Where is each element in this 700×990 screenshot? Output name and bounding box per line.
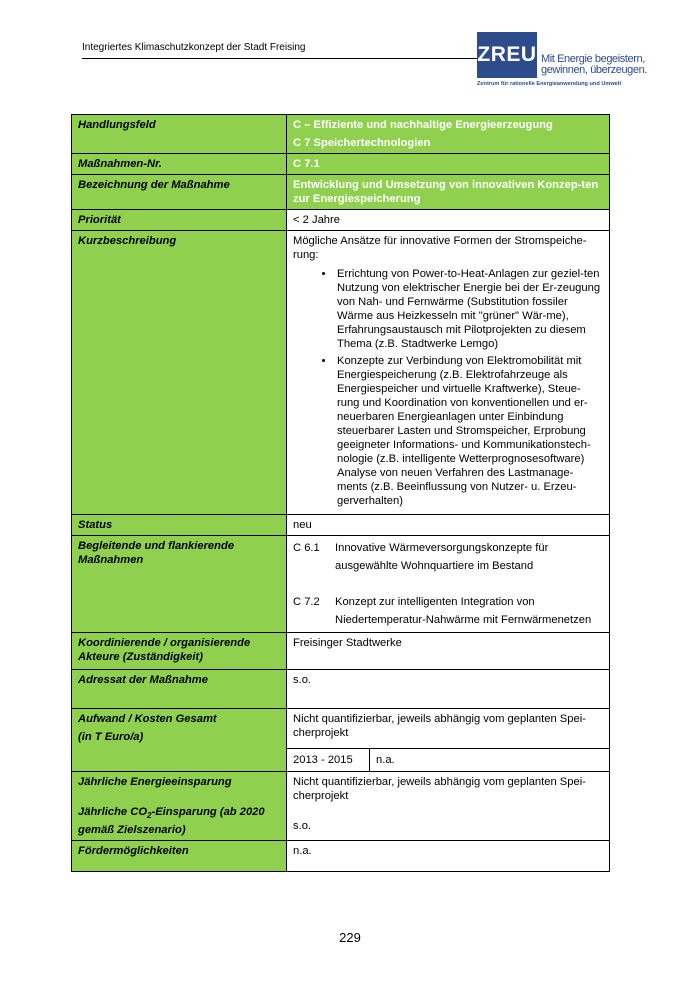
value-status: neu: [287, 515, 610, 536]
value-aufwand: Nicht quantifizierbar, jeweils abhängig vom geplanten Spei-cherprojekt 2013 - 2015 n.a.: [287, 709, 610, 772]
value-prioritaet: < 2 Jahre: [287, 210, 610, 231]
page-number: 229: [339, 930, 361, 945]
value-adressat: s.o.: [287, 670, 610, 709]
measure-table: [71, 114, 610, 872]
row-aufwand: [72, 709, 610, 772]
kurzbeschreibung-list: [293, 267, 603, 508]
label-begleitende-massnahmen: Begleitende und flankierende Maßnahmen: [72, 536, 287, 633]
list-item: • Errichtung von Power-to-Heat-Anlagen zur geziel-ten Nutzung von elektrischer Energie bei der Er-zeugung von Nah- und Fernwärme (Substitution fossiler Wärme aus Heizkesseln mit "grüner" Wär-me), Erfahrungsaustausch mit Pilotprojekten zu diesem Thema (z.B. Stadtwerke Lemgo): [335, 267, 603, 351]
related-measure: C 6.1 Innovative Wärmeversorgungskonzepte für: [293, 542, 549, 554]
row-energieeinsparung: [72, 772, 610, 841]
label-handlungsfeld: Handlungsfeld: [72, 115, 287, 154]
row-kurzbeschreibung: [72, 231, 610, 515]
row-status: [72, 515, 610, 536]
label-energieeinsparung: Jährliche Energieeinsparung Jährliche $CO_2$-Einsparung (ab 2020 gemäß Zielszenario): [72, 772, 287, 841]
value-massnahmen-nr: C 7.1: [287, 154, 610, 175]
row-prioritaet: [72, 210, 610, 231]
header-divider: [82, 58, 477, 59]
value-co2-einsparung: s.o.: [293, 820, 312, 832]
logo-subtitle: Zentrum für rationelle Energieanwendung und Umwelt: [477, 81, 622, 87]
document-header-title: Integriertes Klimaschutzkonzept der Stadt Freising: [82, 42, 306, 53]
label-co2-einsparung: Jährliche $CO_2$-Einsparung (ab 2020 gemäß Zielszenario): [78, 806, 265, 837]
label-aufwand: Aufwand / Kosten Gesamt (in T Euro/a): [72, 709, 287, 772]
logo-slogan: Mit Energie begeistern, gewinnen, überzeugen.: [541, 53, 647, 76]
related-measure: C 7.2 Konzept zur intelligenten Integration von: [293, 596, 535, 608]
cost-period-table: [287, 748, 609, 771]
value-begleitende-massnahmen: C 6.1 Innovative Wärmeversorgungskonzepte für ausgewählte Wohnquartiere im Bestand C 7.2 Konzept zur intelligenten Integration von Niedertemperatur-Nahwärme mit Fernwärmenetzen: [287, 536, 610, 633]
row-handlungsfeld: [72, 115, 610, 154]
row-foerdermoeglichkeiten: [72, 841, 610, 872]
value-bezeichnung: Entwicklung und Umsetzung von innovativen Konzep-ten zur Energiespeicherung: [287, 175, 610, 210]
label-kurzbeschreibung: Kurzbeschreibung: [72, 231, 287, 515]
cost-period: 2013 - 2015: [287, 749, 370, 772]
cost-period-value: n.a.: [370, 749, 610, 772]
label-akteure: Koordinierende / organisierende Akteure (Zuständigkeit): [72, 633, 287, 670]
logo-mark: ZREU: [477, 32, 537, 78]
label-bezeichnung: Bezeichnung der Maßnahme: [72, 175, 287, 210]
value-energieeinsparung: Nicht quantifizierbar, jeweils abhängig vom geplanten Spei-cherprojekt s.o.: [287, 772, 610, 841]
list-item: • Konzepte zur Verbindung von Elektromobilität mit Energiespeicherung (z.B. Elektrofahrzeuge als Energiespeicher und virtuelle Kraftwerke), Steue-rung und Koordination von konventionellen und er-neuerbaren Energieanlagen unter Einbindung steuerbarer Lasten und Stromspeicher, Erprobung geeigneter Informations- und Kommunikationstech-nologie (z.B. intelligente Wetterprognosesoftware) Analyse von neuen Verfahren des Lastmanage-ments (z.B. Beeinflussung von Nutzer- u. Erzeu-gerverhalten): [335, 354, 603, 508]
label-adressat: Adressat der Maßnahme: [72, 670, 287, 709]
row-begleitende-massnahmen: [72, 536, 610, 633]
row-adressat: [72, 670, 610, 709]
row-bezeichnung: [72, 175, 610, 210]
row-akteure: [72, 633, 610, 670]
zreu-logo: [477, 30, 647, 90]
value-kurzbeschreibung: Mögliche Ansätze für innovative Formen der Stromspeiche-rung: • Errichtung von Power-to-Heat-Anlagen zur geziel-ten Nutzung von elektrischer Energie bei der Er-zeugung von Nah- und Fernwärme (Substitution fossiler Wärme aus Heizkesseln mit "grüner" Wär-me), Erfahrungsaustausch mit Pilotprojekten zu diesem Thema (z.B. Stadtwerke Lemgo) • Konzepte zur Verbindung von Elektromobilität mit Energiespeicherung (z.B. Elektrofahrzeuge als Energiespeicher und virtuelle Kraftwerke), Steue-rung und Koordination von konventionellen und er-neuerbaren Energieanlagen unter Einbindung steuerbarer Lasten und Stromspeicher, Erprobung geeigneter Informations- und Kommunikationstech-nologie (z.B. intelligente Wetterprognosesoftware) Analyse von neuen Verfahren des Lastmanage-ments (z.B. Beeinflussung von Nutzer- u. Erzeu-gerverhalten): [287, 231, 610, 515]
value-foerdermoeglichkeiten: n.a.: [287, 841, 610, 872]
label-foerdermoeglichkeiten: Fördermöglichkeiten: [72, 841, 287, 872]
value-handlungsfeld: C – Effiziente und nachhaltige Energieerzeugung C 7 Speichertechnologien: [287, 115, 610, 154]
label-prioritaet: Priorität: [72, 210, 287, 231]
label-massnahmen-nr: Maßnahmen-Nr.: [72, 154, 287, 175]
row-massnahmen-nr: [72, 154, 610, 175]
value-akteure: Freisinger Stadtwerke: [287, 633, 610, 670]
label-status: Status: [72, 515, 287, 536]
